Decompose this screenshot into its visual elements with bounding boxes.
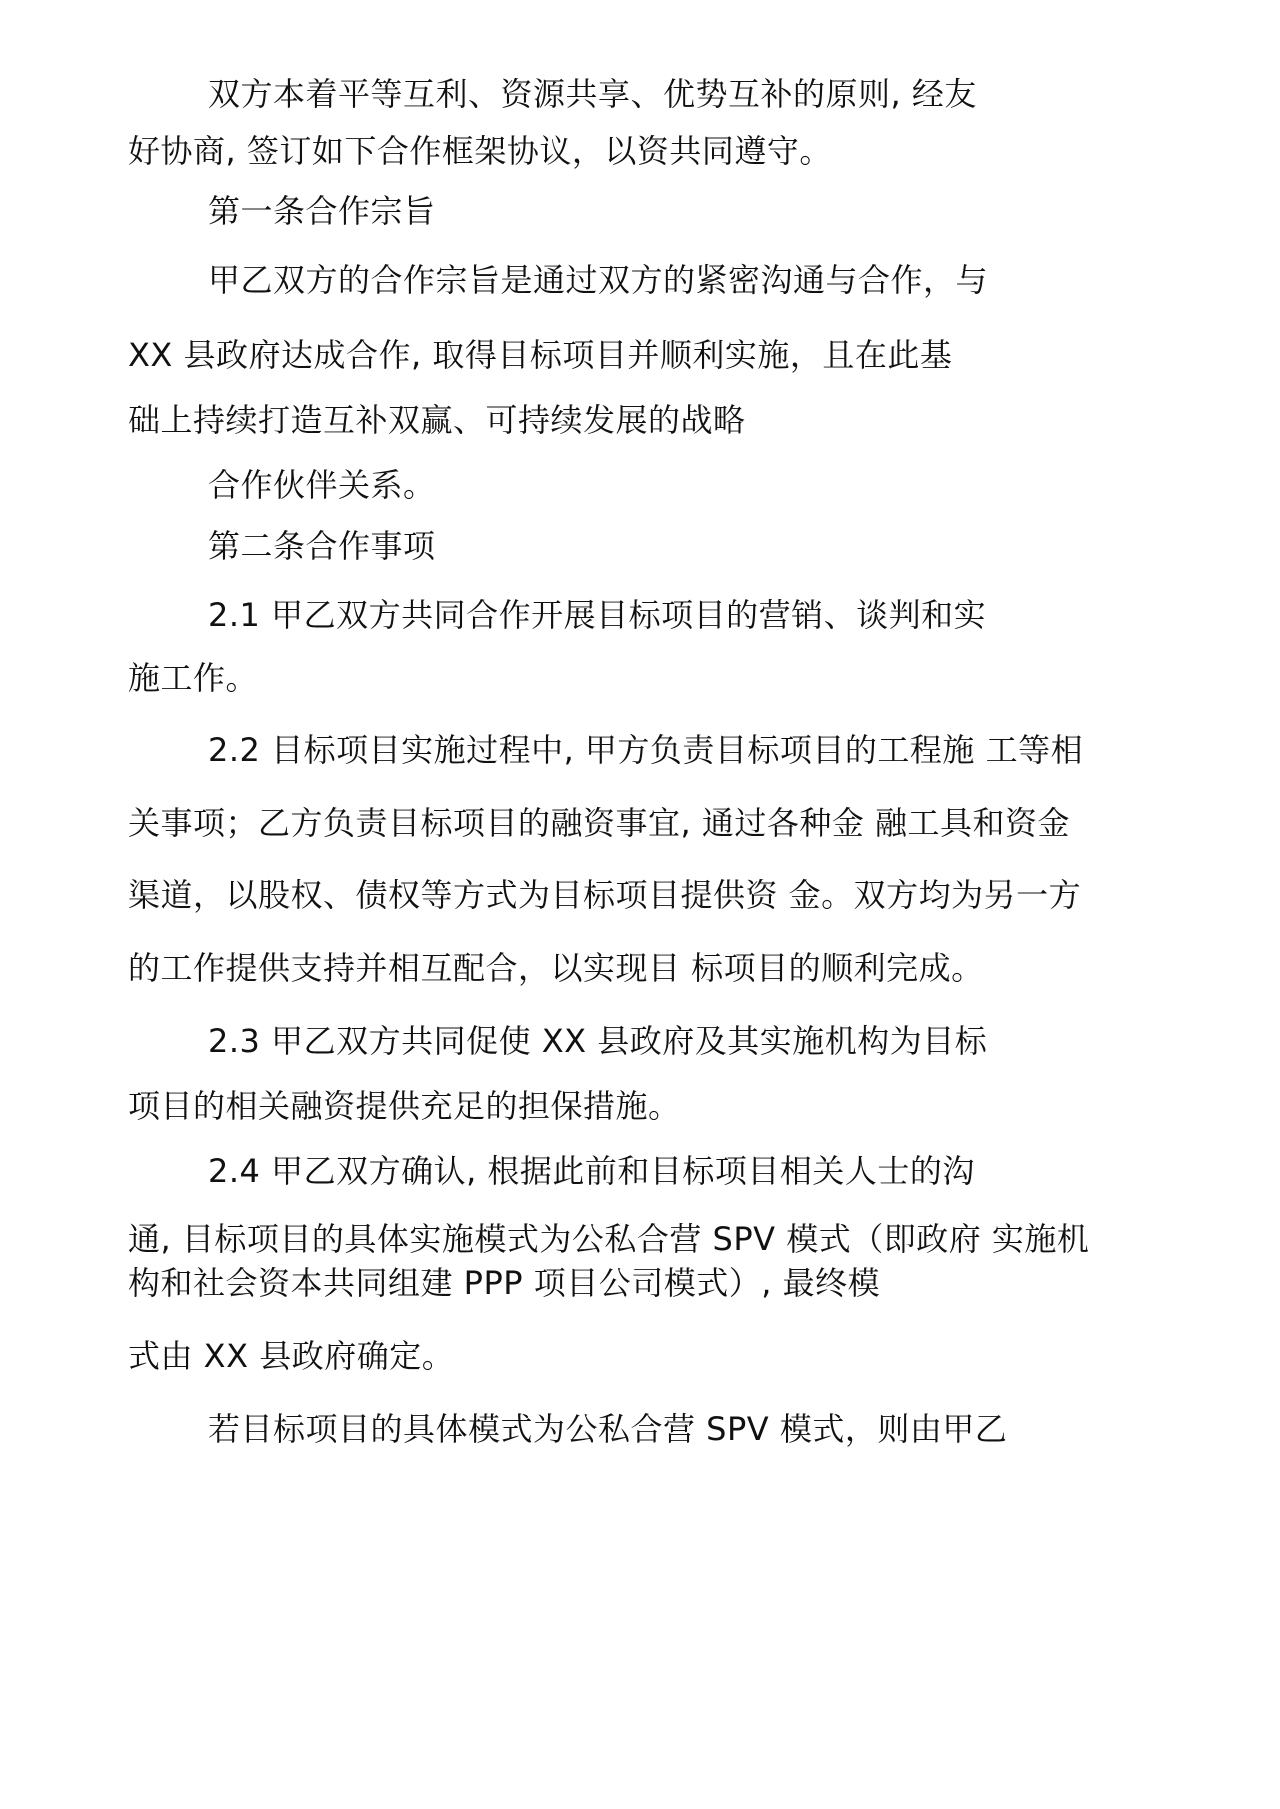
paragraph-line: 础上持续打造互补双赢、可持续发展的战略 (128, 401, 746, 439)
paragraph-line: 项目的相关融资提供充足的担保措施。 (128, 1087, 681, 1125)
section-heading: 第二条合作事项 (208, 527, 436, 565)
paragraph-line: 施工作。 (128, 659, 259, 697)
paragraph-line: 2.3 甲乙双方共同促使 XX 县政府及其实施机构为目标 (208, 1022, 988, 1060)
section-heading: 第一条合作宗旨 (208, 192, 436, 230)
paragraph-line: 好协商, 签订如下合作框架协议，以资共同遵守。 (128, 132, 832, 170)
paragraph-line: 若目标项目的具体模式为公私合营 SPV 模式，则由甲乙 (208, 1410, 1008, 1448)
paragraph-line: 关事项；乙方负责目标项目的融资事宜, 通过各种金 融工具和资金 (128, 804, 1071, 842)
paragraph-line: 2.2 目标项目实施过程中, 甲方负责目标项目的工程施 工等相 (208, 731, 1084, 769)
paragraph-line: 构和社会资本共同组建 PPP 项目公司模式）, 最终模 (128, 1264, 881, 1302)
paragraph-line: 渠道，以股权、债权等方式为目标项目提供资 金。双方均为另一方 (128, 876, 1082, 914)
paragraph-line: 2.1 甲乙双方共同合作开展目标项目的营销、谈判和实 (208, 596, 987, 634)
paragraph-line: 甲乙双方的合作宗旨是通过双方的紧密沟通与合作，与 (208, 261, 989, 299)
paragraph-line: 的工作提供支持并相互配合，以实现目 标项目的顺利完成。 (128, 949, 984, 987)
paragraph-line: 通, 目标项目的具体实施模式为公私合营 SPV 模式（即政府 实施机 (128, 1220, 1090, 1258)
paragraph-line: 合作伙伴关系。 (208, 466, 436, 504)
paragraph-line: 双方本着平等互利、资源共享、优势互补的原则, 经友 (208, 75, 977, 113)
paragraph-line: XX 县政府达成合作, 取得目标项目并顺利实施，且在此基 (128, 336, 953, 374)
paragraph-line: 式由 XX 县政府确定。 (128, 1337, 455, 1375)
paragraph-line: 2.4 甲乙双方确认, 根据此前和目标项目相关人士的沟 (208, 1152, 975, 1190)
